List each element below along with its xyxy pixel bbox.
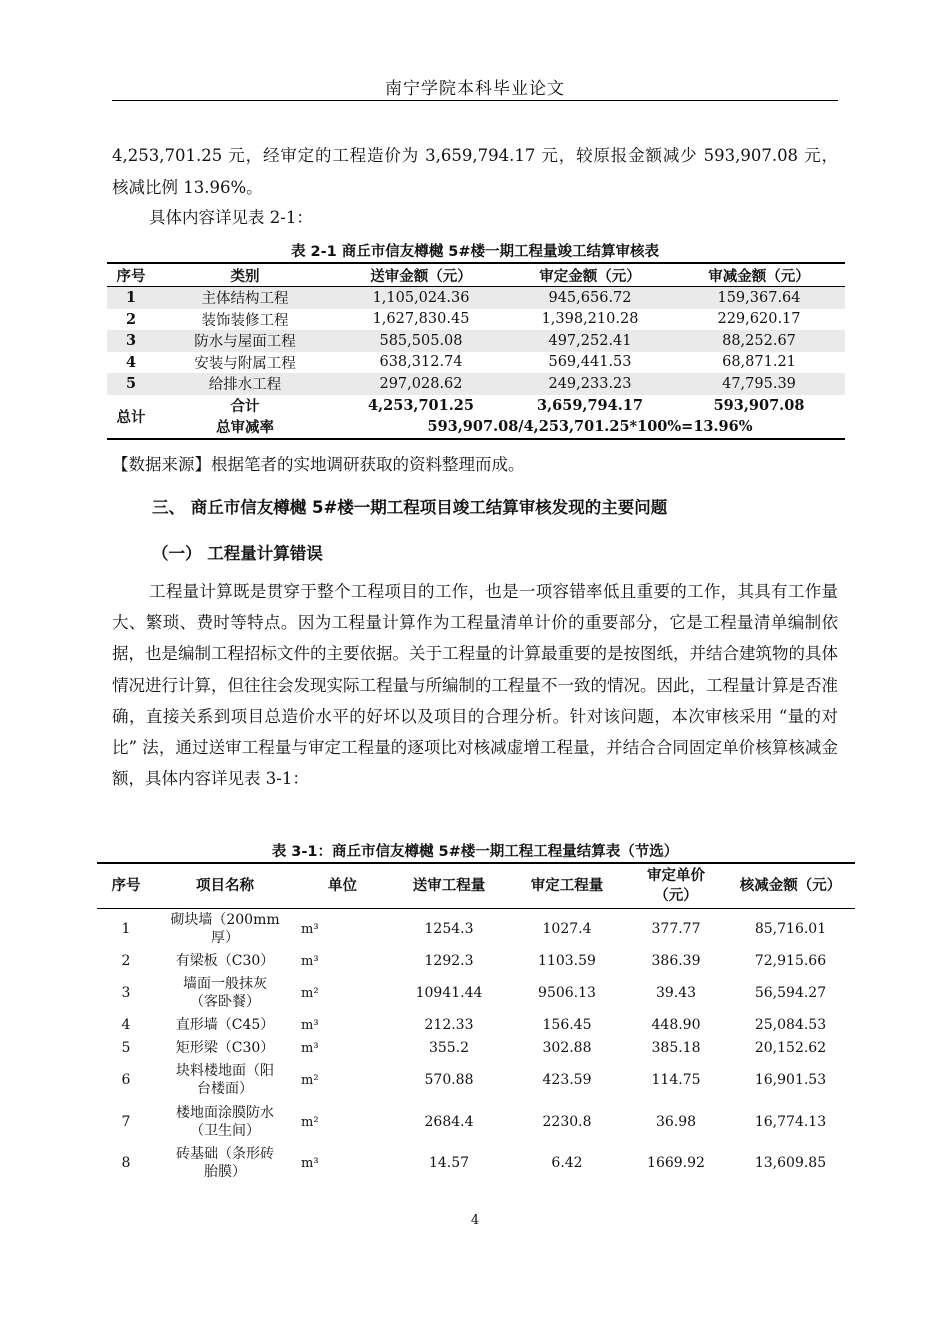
- table1-sum-row: [107, 395, 845, 417]
- page-number: 4: [470, 1213, 480, 1228]
- table-cell: 14.57: [428, 1154, 470, 1171]
- item-name-line-1: 砌块墙（200mm: [170, 912, 280, 928]
- table-cell: 5: [121, 1039, 131, 1056]
- table2-header-price-line2: （元）: [654, 888, 698, 904]
- table-cell: 16,774.13: [754, 1113, 827, 1130]
- table-cell: 114.75: [651, 1071, 701, 1088]
- table-cell: 1: [107, 287, 155, 309]
- table-row: [97, 1101, 855, 1143]
- table-cell: 56,594.27: [754, 984, 827, 1001]
- table-cell: 72,915.66: [754, 952, 827, 969]
- table-cell: 1,105,024.36: [335, 287, 507, 309]
- table-cell: 68,871.21: [722, 354, 796, 371]
- summary-line-1: 4,253,701.25 元，经审定的工程造价为 3,659,794.17 元，较原报金额减少 593,907.08 元，: [112, 146, 838, 165]
- subsection-heading: （一） 工程量计算错误: [152, 544, 323, 563]
- table-cell: 585,505.08: [335, 330, 507, 352]
- table-cell: 385.18: [651, 1039, 701, 1056]
- table-cell-name: [155, 909, 295, 950]
- table-cell: m²: [301, 1114, 319, 1130]
- table-cell: 20,152.62: [754, 1039, 827, 1056]
- item-name-line-1: 有梁板（C30）: [175, 953, 275, 969]
- item-name-line-2: （客卧餐）: [190, 994, 260, 1010]
- paragraph-summary: [112, 140, 838, 203]
- table-cell: 4: [121, 1016, 131, 1033]
- table-cell-name: [155, 1013, 295, 1037]
- table-row: [97, 1059, 855, 1101]
- table-cell: 377.77: [651, 920, 701, 937]
- table2-caption: 表 3-1：商丘市信友樽樾 5#楼一期工程工程量结算表（节选）: [271, 844, 679, 860]
- table-row: [107, 330, 845, 352]
- table-cell: 249,233.23: [507, 373, 673, 395]
- table-row: [107, 287, 845, 309]
- table1-header-cell: 审减金额（元）: [708, 268, 810, 285]
- table-cell: 1103.59: [538, 952, 596, 969]
- table-row: [107, 352, 845, 374]
- table-cell: 212.33: [424, 1016, 474, 1033]
- table-cell-name: [155, 1143, 295, 1183]
- table2-header-row: [97, 863, 855, 909]
- table2: [97, 862, 855, 1183]
- table-row: [97, 1037, 855, 1059]
- table-cell: 47,795.39: [673, 373, 845, 395]
- table-cell-name: [155, 973, 295, 1013]
- table1-caption: 表 2-1 商丘市信友樽樾 5#楼一期工程量竣工结算审核表: [290, 244, 660, 260]
- item-name-line-2: 胎膜）: [204, 1164, 246, 1180]
- table-cell: 6.42: [551, 1154, 583, 1171]
- table-cell: m³: [301, 1017, 319, 1033]
- table-cell: 2: [121, 952, 131, 969]
- table-cell: 88,252.67: [673, 330, 845, 352]
- table-cell-name: [155, 1037, 295, 1059]
- table-cell: 569,441.53: [548, 354, 632, 371]
- table-cell: 945,656.72: [507, 287, 673, 309]
- table-cell: m²: [301, 985, 319, 1001]
- table-cell: 安装与附属工程: [194, 355, 296, 372]
- table-cell: 570.88: [424, 1071, 474, 1088]
- section-heading: 三、 商丘市信友樽樾 5#楼一期工程项目竣工结算审核发现的主要问题: [152, 498, 668, 517]
- table-cell: 1,398,210.28: [541, 311, 639, 328]
- table-cell: 9506.13: [538, 984, 596, 1001]
- item-name-line-1: 墙面一般抹灰: [183, 976, 267, 992]
- table-cell: 25,084.53: [754, 1016, 827, 1033]
- table-cell: 8: [121, 1154, 131, 1171]
- table-cell: 297,028.62: [335, 373, 507, 395]
- table-cell: 13,609.85: [754, 1154, 827, 1171]
- table1-header-cell: 类别: [230, 268, 260, 285]
- table-cell: 638,312.74: [379, 354, 463, 371]
- table-cell: 1027.4: [542, 920, 592, 937]
- summary-line-2: 核减比例 13.96%。: [112, 177, 263, 197]
- table1-header-row: [107, 263, 845, 287]
- table-cell: 装饰装修工程: [201, 312, 289, 329]
- table-cell: 448.90: [651, 1016, 701, 1033]
- table-row: [97, 1143, 855, 1183]
- table-cell: 5: [107, 373, 155, 395]
- table2-header-cell: 审定工程量: [530, 878, 604, 894]
- table-cell: 3: [107, 330, 155, 352]
- table-cell: 给排水工程: [155, 373, 335, 395]
- table-cell: 386.39: [651, 952, 701, 969]
- table-cell: 防水与屋面工程: [155, 330, 335, 352]
- table1-sum-label: 合计: [230, 398, 260, 415]
- table-row: [107, 309, 845, 331]
- header-rule: [112, 100, 838, 101]
- table-cell: 10941.44: [415, 984, 483, 1001]
- table2-header-price-line1: 审定单价: [647, 868, 705, 884]
- item-name-line-1: 楼地面涂膜防水: [176, 1105, 274, 1121]
- table2-header-cell: [626, 863, 726, 909]
- table2-header-cell: 送审工程量: [412, 878, 486, 894]
- table-cell: 2: [125, 310, 137, 328]
- table-cell: m²: [301, 1072, 319, 1088]
- paragraph-quantity-errors: 工程量计算既是贯穿于整个工程项目的工作，也是一项容错率低且重要的工作，其具有工作量大、繁琐、费时等特点。因为工程量计算作为工程量清单计价的重要部分，它是工程量清单编制依据，也是编制工程招标文件的主要依据。关于工程量的计算最重要的是按图纸，并结合建筑物的具体情况进行计算，但往往会发现实际工程量与所编制的工程量不一致的情况。因此，工程量计算是否准确，直接关系到项目总造价水平的好坏以及项目的合理分析。针对该问题，本次审核采用 “量的对比” 法，通过送审工程量与审定工程量的逐项比对核减虚增工程量，并结合合同固定单价核算核减金额，具体内容详见表 3-1：: [112, 582, 838, 789]
- table-row: [97, 973, 855, 1013]
- table2-header-cell: 项目名称: [196, 878, 254, 894]
- item-name-line-1: 矩形梁（C30）: [175, 1040, 275, 1056]
- table-cell: 3: [121, 984, 131, 1001]
- table1-rate-row: [107, 416, 845, 439]
- page-header: 南宁学院本科毕业论文: [385, 79, 565, 99]
- paragraph-table-ref: 具体内容详见表 2-1：: [149, 208, 313, 227]
- item-name-line-2: （卫生间）: [190, 1123, 260, 1139]
- table-row: [107, 373, 845, 395]
- table-cell: 2230.8: [542, 1113, 592, 1130]
- table-cell: 主体结构工程: [155, 287, 335, 309]
- table-cell: 4: [125, 353, 137, 371]
- table1: [107, 262, 845, 440]
- item-name-line-1: 块料楼地面（阳: [176, 1063, 274, 1079]
- data-source-note: 【数据来源】根据笔者的实地调研获取的资料整理而成。: [112, 455, 525, 474]
- table-cell: 36.98: [655, 1113, 697, 1130]
- table-cell: 1254.3: [424, 920, 474, 937]
- table-cell: 497,252.41: [507, 330, 673, 352]
- item-name-line-2: 厚）: [211, 930, 239, 946]
- table1-rate-label: 总审减率: [216, 420, 274, 437]
- table2-header-cell: 核减金额（元）: [739, 878, 842, 894]
- table-cell: m³: [301, 921, 319, 937]
- table1-total-label: 总计: [116, 409, 146, 426]
- table1-rate-value: 593,907.08/4,253,701.25*100%=13.96%: [427, 418, 753, 436]
- table-cell: 156.45: [542, 1016, 592, 1033]
- table-cell: 159,367.64: [673, 287, 845, 309]
- table1-header-cell: 序号: [116, 268, 146, 285]
- table1-sum-reduced: 593,907.08: [713, 396, 805, 414]
- table1-sum-submitted: 4,253,701.25: [368, 396, 474, 414]
- table-row: [97, 949, 855, 973]
- item-name-line-1: 直形墙（C45）: [175, 1017, 275, 1033]
- table-cell: m³: [301, 1155, 319, 1171]
- item-name-line-1: 砖基础（条形砖: [176, 1146, 274, 1162]
- table-cell: 1292.3: [424, 952, 474, 969]
- table1-sum-approved: 3,659,794.17: [537, 396, 643, 414]
- table-cell: 302.88: [542, 1039, 592, 1056]
- table-cell: 7: [121, 1113, 131, 1130]
- table-cell: 423.59: [542, 1071, 592, 1088]
- table-cell: 16,901.53: [754, 1071, 827, 1088]
- table-cell: 39.43: [655, 984, 697, 1001]
- table2-header-cell: 序号: [111, 878, 141, 894]
- table-cell-name: [155, 1101, 295, 1143]
- table-row: [97, 909, 855, 950]
- table2-header-cell: 单位: [328, 878, 357, 894]
- table-cell-name: [155, 949, 295, 973]
- table-cell: 355.2: [428, 1039, 470, 1056]
- table-row: [97, 1013, 855, 1037]
- item-name-line-2: 台楼面）: [197, 1081, 253, 1097]
- table-cell: 229,620.17: [717, 311, 801, 328]
- table2-body: [97, 909, 855, 1184]
- table-cell: 6: [121, 1071, 131, 1088]
- table1-header-cell: 审定金额（元）: [539, 268, 641, 285]
- table-cell: 85,716.01: [754, 920, 827, 937]
- table-cell-name: [155, 1059, 295, 1101]
- table-cell: 2684.4: [424, 1113, 474, 1130]
- table-cell: m³: [301, 953, 319, 969]
- table-cell: 1,627,830.45: [372, 311, 470, 328]
- table1-header-cell: 送审金额（元）: [370, 268, 472, 285]
- table-cell: 1669.92: [647, 1154, 705, 1171]
- table-cell: m³: [301, 1040, 319, 1056]
- table-cell: 1: [121, 920, 131, 937]
